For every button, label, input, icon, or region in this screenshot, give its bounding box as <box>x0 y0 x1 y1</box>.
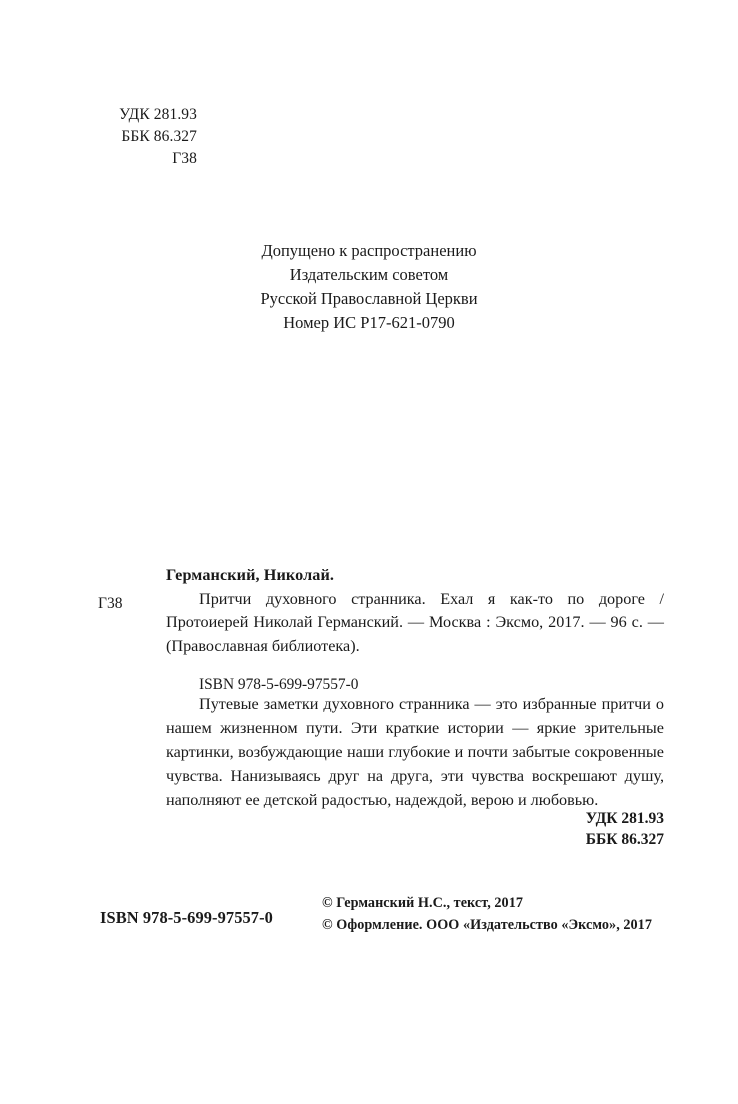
footer-copyright-block <box>322 892 652 936</box>
footer-isbn: ISBN 978-5-699-97557-0 <box>100 908 273 927</box>
shelf-mark: Г38 <box>172 150 197 167</box>
bbk-code-repeat: ББК 86.327 <box>585 831 664 848</box>
cip-body <box>166 564 664 697</box>
classification-repeat-block <box>0 808 664 850</box>
cip-isbn: ISBN 978-5-699-97557-0 <box>199 676 359 693</box>
classification-block <box>0 104 197 170</box>
approval-line-2: Издательским советом <box>289 265 449 284</box>
cip-block <box>98 564 664 697</box>
annotation-paragraph: Путевые заметки духовного странника — это избранные притчи о нашем жизненном пути. Эти краткие истории — яркие зрительные картинки, возбуждающие наши глубокие и почти забытые сокровенные чувства. Нанизываясь друг на друга, эти чувства воскрешают душу, наполняют ее детской радостью, надеждой, верою и любовью. <box>166 695 664 809</box>
udk-code: УДК 281.93 <box>119 106 197 123</box>
approval-block <box>0 239 738 335</box>
bbk-code: ББК 86.327 <box>121 128 197 145</box>
cip-shelf-mark: Г38 <box>98 595 123 612</box>
copyright-design-line: © Оформление. ООО «Издательство «Эксмо», 2017 <box>322 917 652 933</box>
approval-line-3: Русской Православной Церкви <box>260 289 478 308</box>
udk-code-repeat: УДК 281.93 <box>585 810 664 827</box>
footer-block <box>0 892 738 940</box>
copyright-text-line: © Германский Н.С., текст, 2017 <box>322 895 523 911</box>
cip-author: Германский, Николай. <box>166 566 335 584</box>
cip-description: Притчи духовного странника. Ехал я как-то по дороге / Протоиерей Николай Германский. — Москва : Эксмо, 2017. — 96 с. — (Православная библиотека). <box>166 589 664 655</box>
approval-line-1: Допущено к распространению <box>261 241 477 260</box>
approval-number: Номер ИС Р17-621-0790 <box>283 313 455 332</box>
